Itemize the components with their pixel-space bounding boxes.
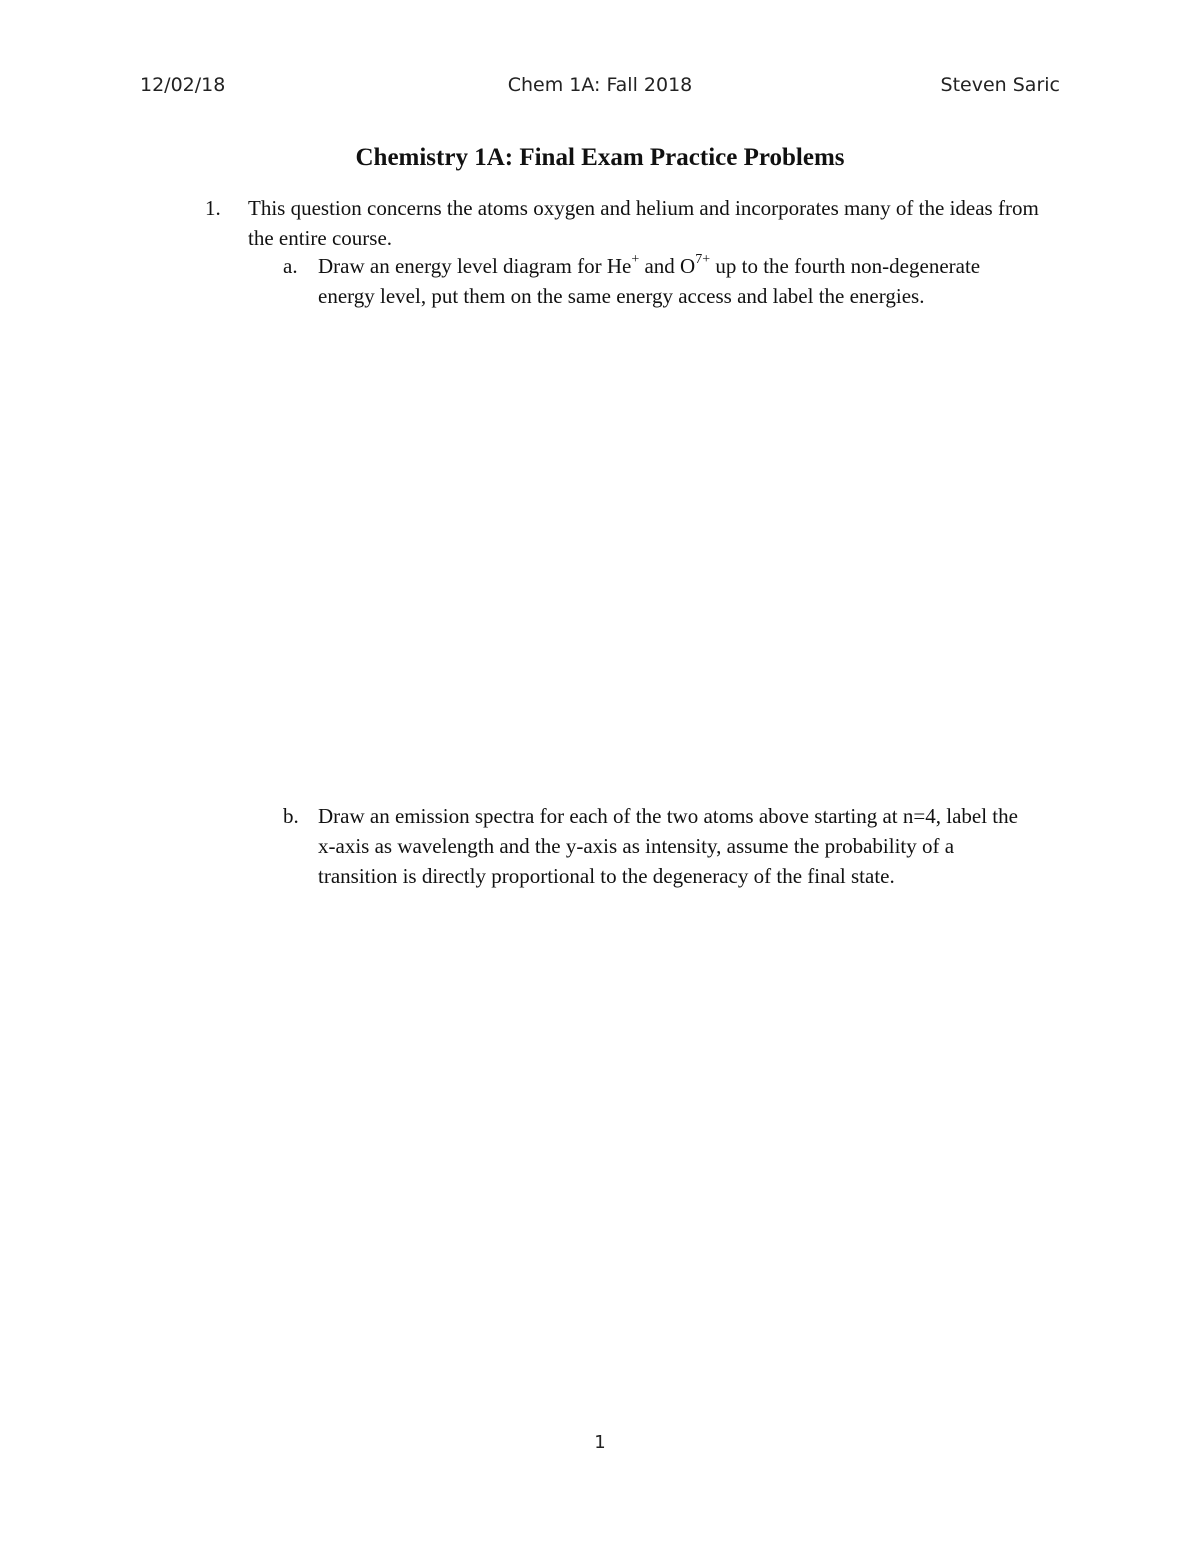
part-a-letter: a.	[283, 254, 298, 278]
part-a-text	[318, 251, 1038, 311]
question-1-number: 1.	[205, 196, 221, 220]
he-ion-charge: +	[631, 252, 640, 267]
header-course: Chem 1A: Fall 2018	[507, 74, 693, 96]
part-a-text-segment-2: and O	[639, 254, 696, 278]
part-b-letter: b.	[283, 804, 299, 828]
question-1-text: This question concerns the atoms oxygen and helium and incorporates many of the ideas from the entire course.	[248, 196, 1039, 250]
part-a-text-segment-3: up to the fourth non-degenerate energy level, put them on the same energy access and label the energies.	[318, 254, 981, 308]
part-b-text: Draw an emission spectra for each of the two atoms above starting at n=4, label the x-axis as wavelength and the y-axis as intensity, assume the probability of a transition is directly proportional to the degeneracy of the final state.	[318, 804, 1018, 888]
o-ion-charge: 7+	[695, 252, 711, 267]
header-author: Steven Saric	[940, 74, 1060, 96]
header-date: 12/02/18	[140, 74, 226, 96]
page-number: 1	[594, 1432, 606, 1453]
page-title: Chemistry 1A: Final Exam Practice Problems	[355, 144, 845, 171]
part-a-text-segment-1: Draw an energy level diagram for He	[318, 254, 632, 278]
